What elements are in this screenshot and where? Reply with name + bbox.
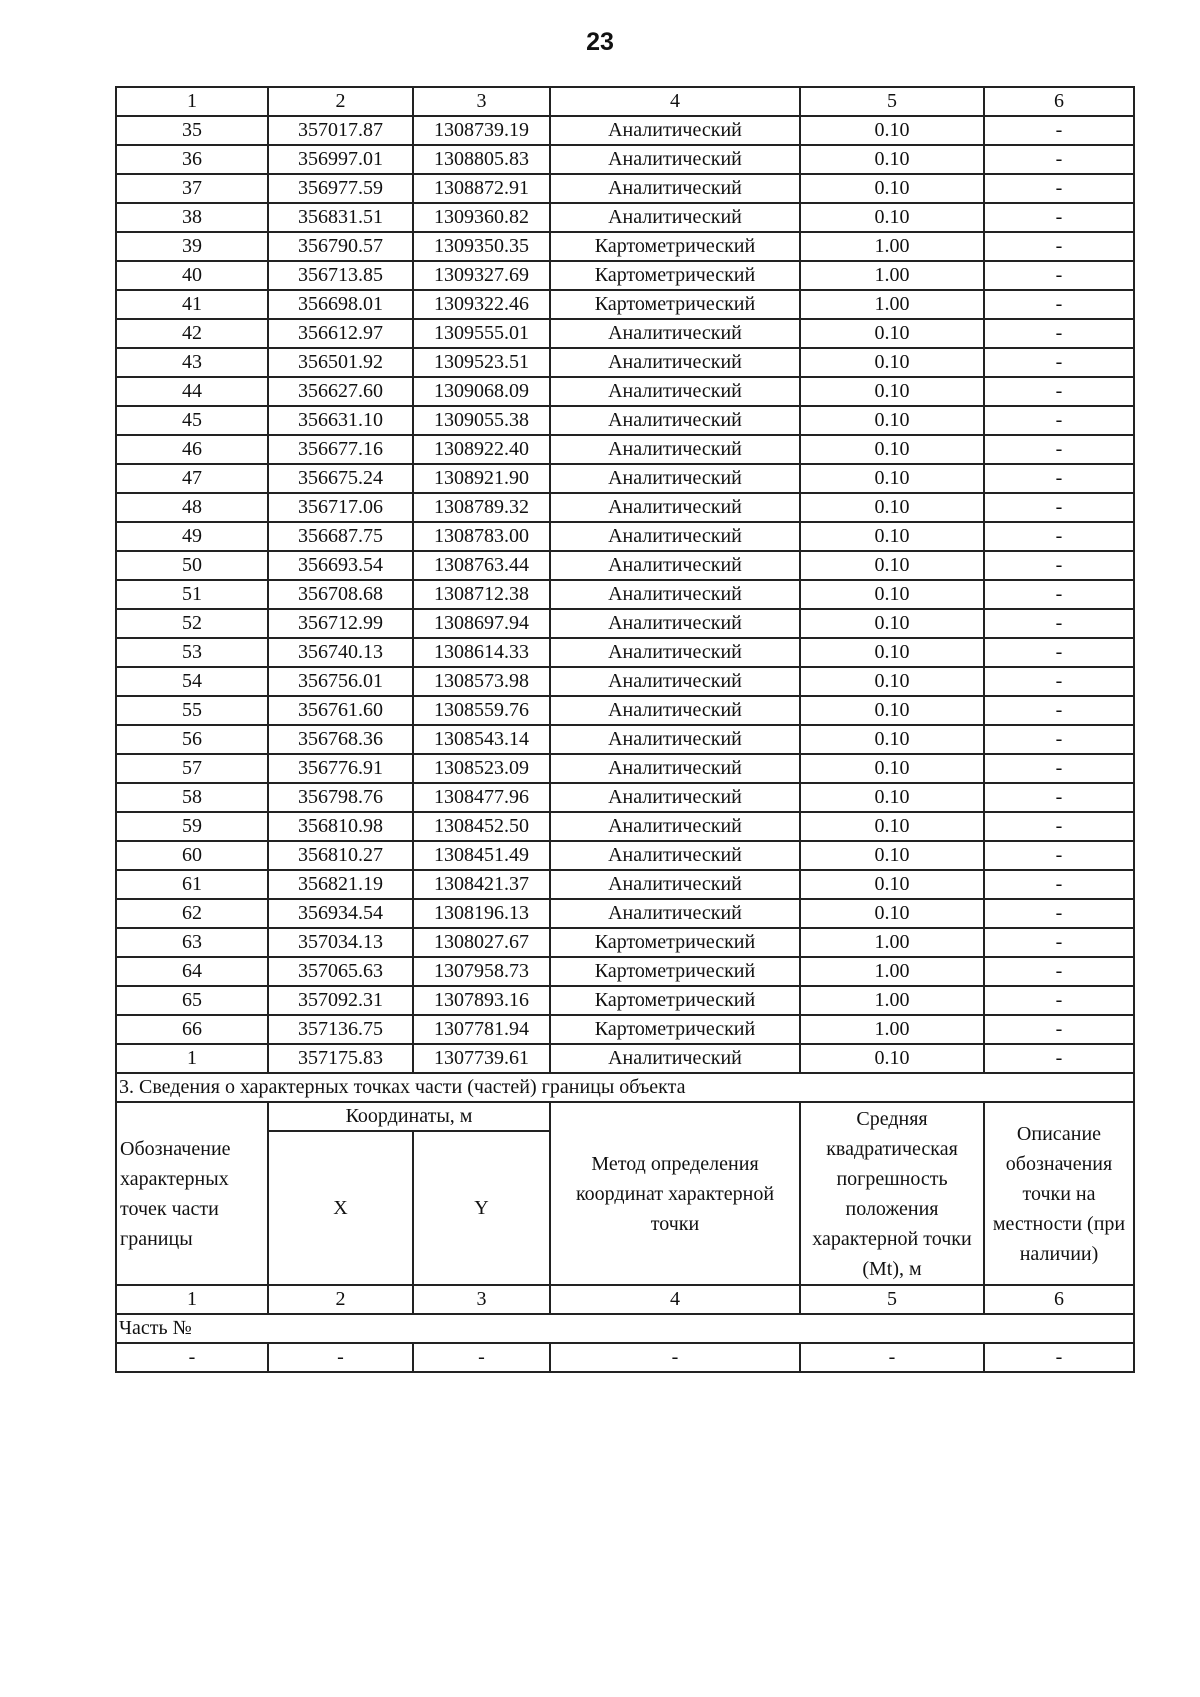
point-number-cell: 61: [116, 870, 268, 899]
x-coordinate-cell: 357136.75: [268, 1015, 413, 1044]
description-cell: -: [984, 435, 1134, 464]
description-cell: -: [984, 406, 1134, 435]
mean-error-cell: 0.10: [800, 638, 984, 667]
description-cell: -: [984, 377, 1134, 406]
header-number-cell: 2: [268, 87, 413, 116]
description-header: Описание обозначения точки на местности (при наличии): [984, 1102, 1134, 1285]
table-row: [116, 348, 1134, 377]
x-coordinate-cell: 356713.85: [268, 261, 413, 290]
y-coordinate-cell: 1308477.96: [413, 783, 550, 812]
description-cell: -: [984, 261, 1134, 290]
table-row: [116, 841, 1134, 870]
x-coordinate-cell: 356698.01: [268, 290, 413, 319]
section3-header-row: [116, 1102, 1134, 1131]
table-row: [116, 1015, 1134, 1044]
x-coordinate-cell: 356708.68: [268, 580, 413, 609]
method-cell: Аналитический: [550, 638, 800, 667]
empty-cell: -: [268, 1343, 413, 1372]
y-coordinate-cell: 1308559.76: [413, 696, 550, 725]
mean-error-cell: 1.00: [800, 1015, 984, 1044]
table-row: [116, 522, 1134, 551]
mean-error-cell: 0.10: [800, 696, 984, 725]
point-number-cell: 46: [116, 435, 268, 464]
mean-error-cell: 0.10: [800, 609, 984, 638]
mean-error-cell: 1.00: [800, 957, 984, 986]
point-number-cell: 50: [116, 551, 268, 580]
y-coordinate-cell: 1309322.46: [413, 290, 550, 319]
y-coordinate-cell: 1308573.98: [413, 667, 550, 696]
method-cell: Аналитический: [550, 551, 800, 580]
point-number-cell: 45: [116, 406, 268, 435]
table-row: [116, 957, 1134, 986]
table-row: [116, 493, 1134, 522]
y-coordinate-cell: 1308922.40: [413, 435, 550, 464]
mean-error-cell: 0.10: [800, 406, 984, 435]
x-coordinate-cell: 357034.13: [268, 928, 413, 957]
point-number-cell: 38: [116, 203, 268, 232]
table-row: [116, 812, 1134, 841]
y-coordinate-cell: 1309523.51: [413, 348, 550, 377]
y-coordinate-cell: 1308783.00: [413, 522, 550, 551]
mean-error-header: Средняя квадратическая погрешность положения характерной точки (Mt), м: [800, 1102, 984, 1285]
method-cell: Аналитический: [550, 754, 800, 783]
table-row: [116, 435, 1134, 464]
description-cell: -: [984, 522, 1134, 551]
table-row: [116, 261, 1134, 290]
point-number-cell: 49: [116, 522, 268, 551]
description-cell: -: [984, 638, 1134, 667]
empty-cell: -: [800, 1343, 984, 1372]
y-coordinate-cell: 1309327.69: [413, 261, 550, 290]
description-cell: -: [984, 232, 1134, 261]
description-cell: -: [984, 493, 1134, 522]
mean-error-cell: 0.10: [800, 174, 984, 203]
description-cell: -: [984, 1044, 1134, 1073]
x-coordinate-cell: 356821.19: [268, 870, 413, 899]
method-cell: Аналитический: [550, 609, 800, 638]
method-cell: Аналитический: [550, 812, 800, 841]
boundary-points-table: [115, 86, 1135, 1373]
description-cell: -: [984, 928, 1134, 957]
coordinates-header: Координаты, м: [268, 1102, 550, 1131]
header-number-cell: 1: [116, 87, 268, 116]
method-cell: Картометрический: [550, 957, 800, 986]
method-cell: Аналитический: [550, 841, 800, 870]
y-coordinate-cell: 1309555.01: [413, 319, 550, 348]
point-number-cell: 40: [116, 261, 268, 290]
y-coordinate-cell: 1307893.16: [413, 986, 550, 1015]
method-cell: Аналитический: [550, 174, 800, 203]
method-cell: Аналитический: [550, 435, 800, 464]
mean-error-cell: 0.10: [800, 870, 984, 899]
point-number-cell: 57: [116, 754, 268, 783]
description-cell: -: [984, 986, 1134, 1015]
method-cell: Аналитический: [550, 348, 800, 377]
method-cell: Аналитический: [550, 870, 800, 899]
x-coordinate-cell: 356627.60: [268, 377, 413, 406]
x-coordinate-cell: 357092.31: [268, 986, 413, 1015]
method-cell: Картометрический: [550, 986, 800, 1015]
y-header: Y: [413, 1131, 550, 1285]
table-row: [116, 725, 1134, 754]
mean-error-cell: 0.10: [800, 841, 984, 870]
y-coordinate-cell: 1307739.61: [413, 1044, 550, 1073]
part-label-row: [116, 1314, 1134, 1343]
table-row: [116, 754, 1134, 783]
x-coordinate-cell: 356977.59: [268, 174, 413, 203]
page-number: 23: [586, 28, 614, 56]
method-cell: Картометрический: [550, 928, 800, 957]
mean-error-cell: 0.10: [800, 667, 984, 696]
x-coordinate-cell: 356776.91: [268, 754, 413, 783]
mean-error-cell: 0.10: [800, 725, 984, 754]
description-cell: -: [984, 899, 1134, 928]
header-number-cell: 6: [984, 87, 1134, 116]
point-number-cell: 42: [116, 319, 268, 348]
x-coordinate-cell: 356501.92: [268, 348, 413, 377]
x-coordinate-cell: 356693.54: [268, 551, 413, 580]
description-cell: -: [984, 116, 1134, 145]
header-number-cell: 5: [800, 87, 984, 116]
header-number-cell: 6: [984, 1285, 1134, 1314]
method-cell: Аналитический: [550, 725, 800, 754]
header-number-cell: 5: [800, 1285, 984, 1314]
mean-error-cell: 0.10: [800, 116, 984, 145]
section3-number-row: [116, 1285, 1134, 1314]
mean-error-cell: 0.10: [800, 1044, 984, 1073]
description-cell: -: [984, 319, 1134, 348]
description-cell: -: [984, 754, 1134, 783]
point-number-cell: 51: [116, 580, 268, 609]
method-cell: Картометрический: [550, 1015, 800, 1044]
y-coordinate-cell: 1308789.32: [413, 493, 550, 522]
description-cell: -: [984, 551, 1134, 580]
table-row: [116, 290, 1134, 319]
mean-error-cell: 0.10: [800, 145, 984, 174]
x-coordinate-cell: 356756.01: [268, 667, 413, 696]
x-coordinate-cell: 357175.83: [268, 1044, 413, 1073]
mean-error-cell: 0.10: [800, 377, 984, 406]
point-number-cell: 54: [116, 667, 268, 696]
description-cell: -: [984, 1015, 1134, 1044]
description-cell: -: [984, 290, 1134, 319]
y-coordinate-cell: 1308921.90: [413, 464, 550, 493]
point-number-cell: 37: [116, 174, 268, 203]
mean-error-cell: 0.10: [800, 783, 984, 812]
table-row: [116, 870, 1134, 899]
section3-title: 3. Сведения о характерных точках части (частей) границы объекта: [116, 1073, 1134, 1102]
y-coordinate-cell: 1308805.83: [413, 145, 550, 174]
table-row: [116, 580, 1134, 609]
description-cell: -: [984, 464, 1134, 493]
point-number-cell: 55: [116, 696, 268, 725]
description-cell: -: [984, 580, 1134, 609]
y-coordinate-cell: 1308452.50: [413, 812, 550, 841]
x-coordinate-cell: 356740.13: [268, 638, 413, 667]
method-cell: Аналитический: [550, 319, 800, 348]
method-cell: Аналитический: [550, 580, 800, 609]
x-coordinate-cell: 356761.60: [268, 696, 413, 725]
description-cell: -: [984, 696, 1134, 725]
header-number-cell: 3: [413, 1285, 550, 1314]
table-row: [116, 783, 1134, 812]
header-number-cell: 4: [550, 1285, 800, 1314]
part-label: Часть №: [116, 1314, 1134, 1343]
header-number-cell: 3: [413, 87, 550, 116]
description-cell: -: [984, 203, 1134, 232]
table-row: [116, 638, 1134, 667]
method-cell: Картометрический: [550, 290, 800, 319]
y-coordinate-cell: 1309068.09: [413, 377, 550, 406]
description-cell: -: [984, 609, 1134, 638]
mean-error-cell: 0.10: [800, 435, 984, 464]
header-number-cell: 1: [116, 1285, 268, 1314]
empty-cell: -: [116, 1343, 268, 1372]
mean-error-cell: 1.00: [800, 986, 984, 1015]
table-row: [116, 232, 1134, 261]
x-coordinate-cell: 357065.63: [268, 957, 413, 986]
y-coordinate-cell: 1308451.49: [413, 841, 550, 870]
method-cell: Аналитический: [550, 696, 800, 725]
mean-error-cell: 1.00: [800, 232, 984, 261]
x-coordinate-cell: 356687.75: [268, 522, 413, 551]
empty-part-row: [116, 1343, 1134, 1372]
x-coordinate-cell: 356831.51: [268, 203, 413, 232]
method-cell: Аналитический: [550, 783, 800, 812]
x-coordinate-cell: 356712.99: [268, 609, 413, 638]
section3-title-row: [116, 1073, 1134, 1102]
description-cell: -: [984, 145, 1134, 174]
method-cell: Аналитический: [550, 406, 800, 435]
mean-error-cell: 1.00: [800, 261, 984, 290]
point-number-cell: 35: [116, 116, 268, 145]
mean-error-cell: 0.10: [800, 580, 984, 609]
x-coordinate-cell: 356675.24: [268, 464, 413, 493]
table-row: [116, 609, 1134, 638]
mean-error-cell: 0.10: [800, 551, 984, 580]
y-coordinate-cell: 1308872.91: [413, 174, 550, 203]
y-coordinate-cell: 1308697.94: [413, 609, 550, 638]
x-coordinate-cell: 357017.87: [268, 116, 413, 145]
table-row: [116, 667, 1134, 696]
x-coordinate-cell: 356677.16: [268, 435, 413, 464]
x-coordinate-cell: 356768.36: [268, 725, 413, 754]
method-cell: Аналитический: [550, 145, 800, 174]
empty-cell: -: [984, 1343, 1134, 1372]
point-number-cell: 59: [116, 812, 268, 841]
table-row: [116, 899, 1134, 928]
y-coordinate-cell: 1308739.19: [413, 116, 550, 145]
method-cell: Аналитический: [550, 464, 800, 493]
method-cell: Картометрический: [550, 261, 800, 290]
table-row: [116, 203, 1134, 232]
table-row: [116, 1044, 1134, 1073]
table-row: [116, 145, 1134, 174]
mean-error-cell: 1.00: [800, 928, 984, 957]
y-coordinate-cell: 1309055.38: [413, 406, 550, 435]
description-cell: -: [984, 348, 1134, 377]
table-row: [116, 174, 1134, 203]
point-number-cell: 53: [116, 638, 268, 667]
point-number-cell: 47: [116, 464, 268, 493]
point-number-cell: 43: [116, 348, 268, 377]
point-number-cell: 64: [116, 957, 268, 986]
table-row: [116, 986, 1134, 1015]
point-number-cell: 1: [116, 1044, 268, 1073]
header-number-row: [116, 87, 1134, 116]
y-coordinate-cell: 1309360.82: [413, 203, 550, 232]
x-coordinate-cell: 356631.10: [268, 406, 413, 435]
y-coordinate-cell: 1308196.13: [413, 899, 550, 928]
method-cell: Аналитический: [550, 116, 800, 145]
x-coordinate-cell: 356997.01: [268, 145, 413, 174]
mean-error-cell: 0.10: [800, 754, 984, 783]
x-coordinate-cell: 356798.76: [268, 783, 413, 812]
point-designation-header: Обозначение характерных точек части границы: [116, 1102, 268, 1285]
point-number-cell: 58: [116, 783, 268, 812]
description-cell: -: [984, 725, 1134, 754]
point-number-cell: 48: [116, 493, 268, 522]
header-number-cell: 2: [268, 1285, 413, 1314]
table-row: [116, 406, 1134, 435]
description-cell: -: [984, 783, 1134, 812]
mean-error-cell: 0.10: [800, 203, 984, 232]
header-number-cell: 4: [550, 87, 800, 116]
point-number-cell: 36: [116, 145, 268, 174]
x-coordinate-cell: 356790.57: [268, 232, 413, 261]
mean-error-cell: 0.10: [800, 319, 984, 348]
point-number-cell: 65: [116, 986, 268, 1015]
method-cell: Аналитический: [550, 667, 800, 696]
description-cell: -: [984, 174, 1134, 203]
y-coordinate-cell: 1308523.09: [413, 754, 550, 783]
y-coordinate-cell: 1308421.37: [413, 870, 550, 899]
description-cell: -: [984, 841, 1134, 870]
table-row: [116, 319, 1134, 348]
x-header: X: [268, 1131, 413, 1285]
table-row: [116, 116, 1134, 145]
method-cell: Аналитический: [550, 1044, 800, 1073]
mean-error-cell: 0.10: [800, 812, 984, 841]
method-cell: Картометрический: [550, 232, 800, 261]
method-cell: Аналитический: [550, 493, 800, 522]
mean-error-cell: 0.10: [800, 493, 984, 522]
y-coordinate-cell: 1308027.67: [413, 928, 550, 957]
point-number-cell: 52: [116, 609, 268, 638]
description-cell: -: [984, 870, 1134, 899]
point-number-cell: 60: [116, 841, 268, 870]
table-row: [116, 551, 1134, 580]
point-number-cell: 63: [116, 928, 268, 957]
description-cell: -: [984, 812, 1134, 841]
mean-error-cell: 1.00: [800, 290, 984, 319]
point-number-cell: 39: [116, 232, 268, 261]
y-coordinate-cell: 1308543.14: [413, 725, 550, 754]
method-cell: Аналитический: [550, 203, 800, 232]
table-row: [116, 377, 1134, 406]
y-coordinate-cell: 1307958.73: [413, 957, 550, 986]
method-cell: Аналитический: [550, 899, 800, 928]
x-coordinate-cell: 356810.98: [268, 812, 413, 841]
point-number-cell: 56: [116, 725, 268, 754]
x-coordinate-cell: 356934.54: [268, 899, 413, 928]
point-number-cell: 44: [116, 377, 268, 406]
y-coordinate-cell: 1308614.33: [413, 638, 550, 667]
y-coordinate-cell: 1308763.44: [413, 551, 550, 580]
point-number-cell: 41: [116, 290, 268, 319]
description-cell: -: [984, 957, 1134, 986]
mean-error-cell: 0.10: [800, 899, 984, 928]
method-cell: Аналитический: [550, 377, 800, 406]
empty-cell: -: [413, 1343, 550, 1372]
x-coordinate-cell: 356612.97: [268, 319, 413, 348]
y-coordinate-cell: 1307781.94: [413, 1015, 550, 1044]
mean-error-cell: 0.10: [800, 522, 984, 551]
description-cell: -: [984, 667, 1134, 696]
empty-cell: -: [550, 1343, 800, 1372]
table-row: [116, 928, 1134, 957]
y-coordinate-cell: 1309350.35: [413, 232, 550, 261]
x-coordinate-cell: 356717.06: [268, 493, 413, 522]
table-row: [116, 696, 1134, 725]
method-header: Метод определения координат характерной точки: [550, 1102, 800, 1285]
method-cell: Аналитический: [550, 522, 800, 551]
x-coordinate-cell: 356810.27: [268, 841, 413, 870]
mean-error-cell: 0.10: [800, 464, 984, 493]
mean-error-cell: 0.10: [800, 348, 984, 377]
point-number-cell: 66: [116, 1015, 268, 1044]
y-coordinate-cell: 1308712.38: [413, 580, 550, 609]
point-number-cell: 62: [116, 899, 268, 928]
table-row: [116, 464, 1134, 493]
